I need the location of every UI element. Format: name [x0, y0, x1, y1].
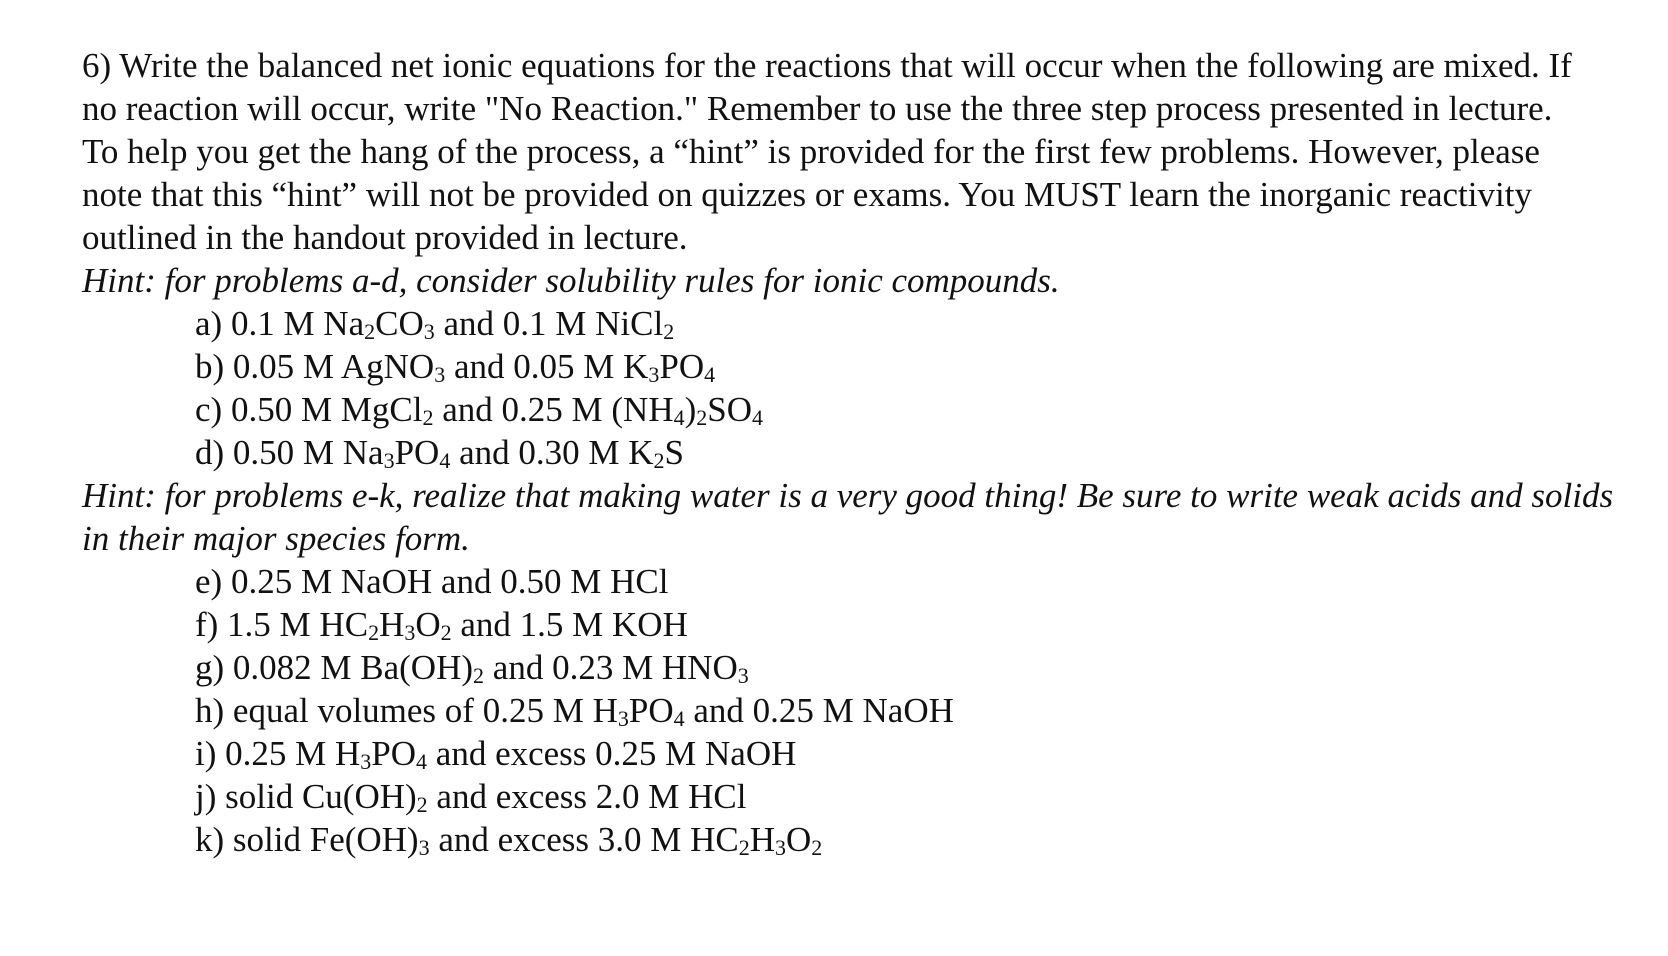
problem-item: b) 0.05 M AgNO$_3$ and 0.05 M $K_3PO_4$	[195, 347, 716, 387]
problem-item: a) 0.1 M $Na_2CO_3$ and 0.1 M NiCl$_2$	[195, 304, 675, 344]
problem-list-a-d	[82, 302, 1642, 474]
problem-item: k) solid $Fe(OH)_3$ and excess 3.0 M $HC_2H_3O_2$	[195, 820, 823, 860]
problem-item: j) solid $Cu(OH)_2$ and excess 2.0 M HCl	[195, 777, 747, 817]
problem-item: h) equal volumes of 0.25 M $H_3PO_4$ and 0.25 M NaOH	[195, 691, 954, 731]
question-intro: 6) Write the balanced net ionic equations for the reactions that will occur when the following are mixed. If no reaction will occur, write "No Reaction." Remember to use the three step process presented in lecture. To help you get the hang of the process, a “hint” is provided for the first few problems. However, please note that this “hint” will not be provided on quizzes or exams. You MUST learn the inorganic reactivity outlined in the handout provided in lecture.	[82, 46, 1572, 257]
hint-water: Hint: for problems e-k, realize that making water is a very good thing! Be sure to write weak acids and solids in their major species form.	[82, 476, 1614, 558]
problem-item: e) 0.25 M NaOH and 0.50 M HCl	[195, 562, 669, 601]
problem-item: i) 0.25 M $H_3PO_4$ and excess 0.25 M NaOH	[195, 734, 797, 774]
problem-item: f) 1.5 M $HC_2H_3O_2$ and 1.5 M KOH	[195, 605, 688, 645]
hint-solubility: Hint: for problems a-d, consider solubility rules for ionic compounds.	[82, 261, 1060, 300]
problem-item: d) 0.50 M $Na_3PO_4$ and 0.30 M $K_2S$	[195, 433, 684, 473]
problem-page	[82, 44, 1642, 861]
problem-item: g) 0.082 M $Ba(OH)_2$ and 0.23 M $HNO_3$	[195, 648, 749, 688]
problem-item: c) 0.50 M MgCl$_2$ and 0.25 M $(NH_4)_2SO_4$	[195, 390, 764, 430]
problem-list-e-k	[82, 560, 1642, 861]
